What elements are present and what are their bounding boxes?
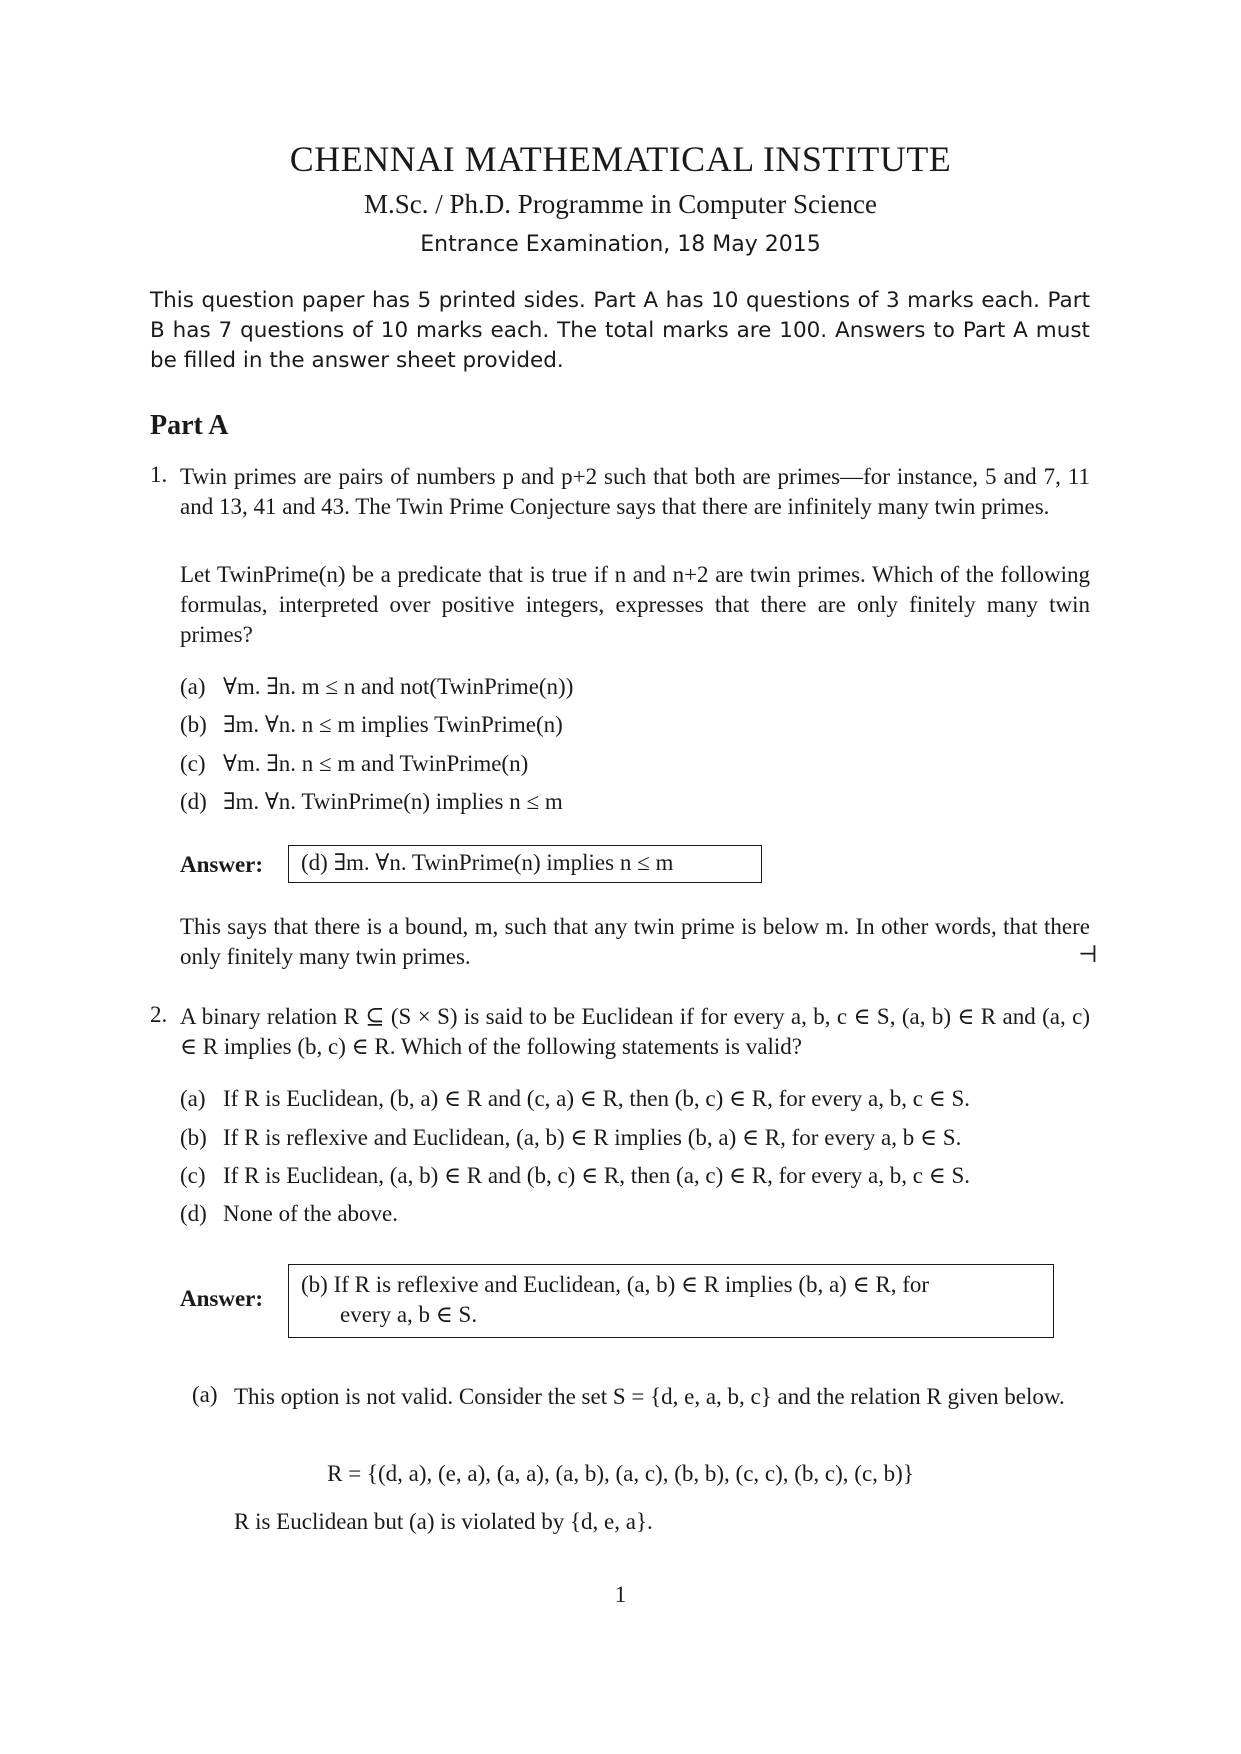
option-c — [180, 1161, 970, 1191]
option-b — [180, 1123, 961, 1153]
option-label: (d) — [180, 1201, 207, 1226]
option-text: If R is reflexive and Euclidean, (a, b) ∈ R implies (b, a) ∈ R, for every a, b ∈ S. — [223, 1125, 962, 1150]
option-label: (b) — [180, 1125, 207, 1150]
programme-title: M.Sc. / Ph.D. Programme in Computer Science — [364, 189, 877, 219]
answer-box — [288, 1264, 1054, 1338]
answer-label: Answer: — [180, 852, 264, 877]
option-a — [180, 672, 573, 702]
question-2-text: A binary relation R ⊆ (S × S) is said to be Euclidean if for every a, b, c ∈ S, (a, b) ∈ R and (a, c) ∈ R implies (b, c) ∈ R. Which of the following statements is valid? — [180, 1004, 1090, 1059]
option-b — [180, 710, 563, 740]
answer-label: Answer: — [180, 1286, 264, 1311]
solution-conclusion: R is Euclidean but (a) is violated by {d, e, a}. — [234, 1509, 653, 1534]
option-text: ∀m. ∃n. n ≤ m and TwinPrime(n) — [223, 751, 529, 776]
answer-text-continued: every a, b ∈ S. — [340, 1302, 478, 1327]
explanation: This says that there is a bound, m, such that any twin prime is below m. In other words, that there only finitely many twin primes. — [180, 914, 1090, 969]
option-label: (c) — [180, 1163, 206, 1188]
institute-title: CHENNAI MATHEMATICAL INSTITUTE — [289, 139, 952, 179]
question-number: 2. — [150, 1002, 168, 1027]
option-label: (a) — [180, 674, 206, 699]
answer-text: (d) ∃m. ∀n. TwinPrime(n) implies n ≤ m — [301, 850, 674, 875]
answer-text: (b) If R is reflexive and Euclidean, (a, b) ∈ R implies (b, a) ∈ R, for — [301, 1272, 930, 1297]
option-label: (c) — [180, 751, 206, 776]
relation-definition: R = {(d, a), (e, a), (a, a), (a, b), (a, c), (b, b), (c, c), (b, c), (c, b)} — [327, 1461, 914, 1486]
question-1-predicate: Let TwinPrime(n) be a predicate that is true if n and n+2 are twin primes. Which of the following formulas, interpreted over positive integers, expresses that there are only finitely many twin primes? — [180, 562, 1090, 647]
option-text: ∀m. ∃n. m ≤ n and not(TwinPrime(n)) — [223, 674, 574, 699]
solution-label: (a) — [192, 1382, 218, 1407]
option-d — [180, 787, 563, 817]
part-heading: Part A — [150, 410, 229, 441]
option-text: None of the above. — [223, 1201, 398, 1226]
option-c — [180, 749, 528, 779]
option-label: (a) — [180, 1086, 206, 1111]
option-a — [180, 1084, 970, 1114]
solution-text: This option is not valid. Consider the set S = {d, e, a, b, c} and the relation R given below. — [234, 1384, 1065, 1409]
question-1-text: Twin primes are pairs of numbers p and p+2 such that both are primes—for instance, 5 and 7, 11 and 13, 41 and 43. The Twin Prime Conjecture says that there are infinitely many twin primes. — [180, 464, 1090, 519]
exam-date: Entrance Examination, 18 May 2015 — [420, 232, 821, 257]
option-label: (b) — [180, 712, 207, 737]
intro-paragraph: This question paper has 5 printed sides. Part A has 10 questions of 3 marks each. Part B has 7 questions of 10 marks each. The total marks are 100. Answers to Part A must be filled in the answer sheet provided. — [150, 288, 1090, 373]
option-text: ∃m. ∀n. TwinPrime(n) implies n ≤ m — [223, 789, 563, 814]
option-label: (d) — [180, 789, 207, 814]
option-text: ∃m. ∀n. n ≤ m implies TwinPrime(n) — [223, 712, 563, 737]
option-text: If R is Euclidean, (b, a) ∈ R and (c, a) ∈ R, then (b, c) ∈ R, for every a, b, c ∈ S. — [223, 1086, 971, 1111]
end-of-proof-mark: ⊣ — [1078, 942, 1098, 967]
option-text: If R is Euclidean, (a, b) ∈ R and (b, c) ∈ R, then (a, c) ∈ R, for every a, b, c ∈ S. — [223, 1163, 971, 1188]
page-number: 1 — [614, 1582, 627, 1607]
question-number: 1. — [150, 462, 168, 487]
option-d — [180, 1199, 398, 1229]
answer-box — [288, 845, 762, 883]
